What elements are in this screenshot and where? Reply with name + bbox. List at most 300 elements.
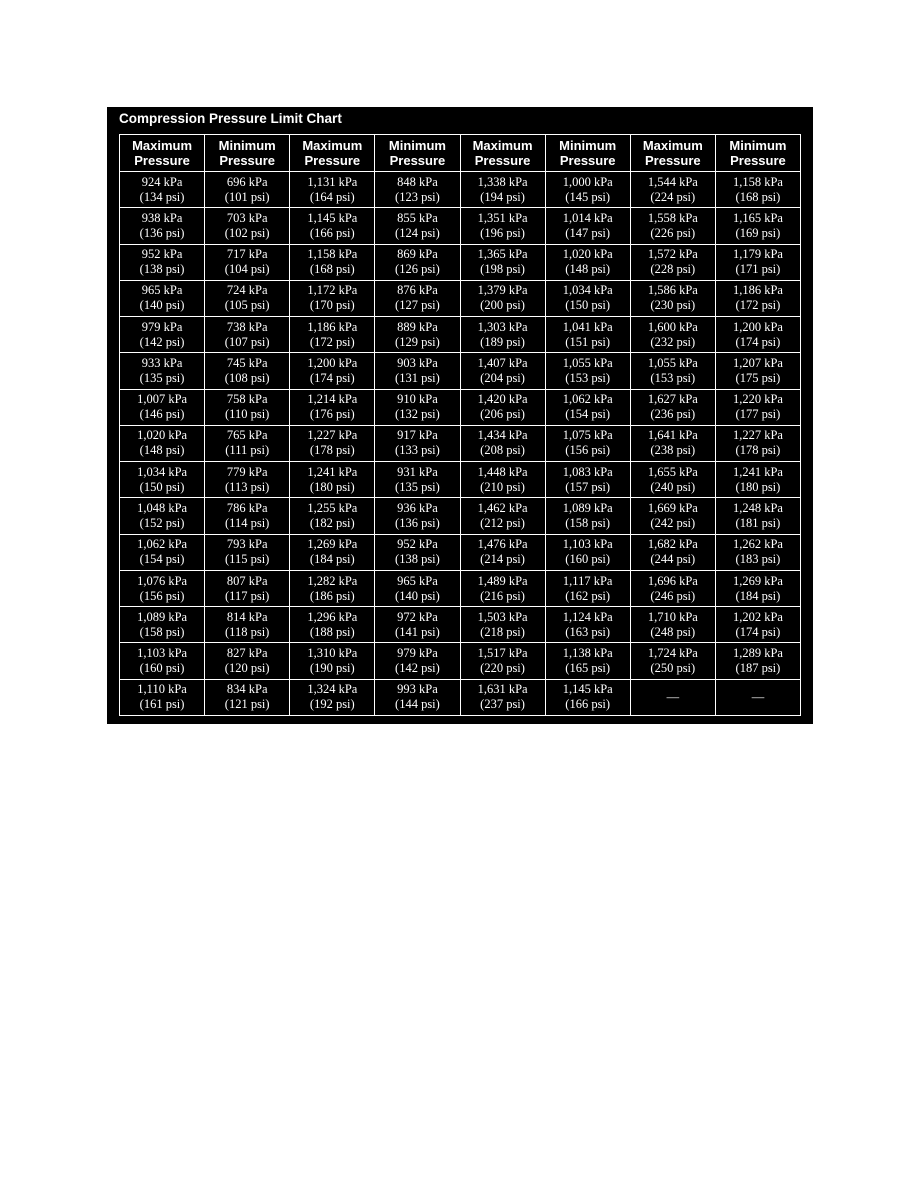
table-cell — [630, 425, 715, 461]
table-cell — [545, 498, 630, 534]
table-cell — [630, 353, 715, 389]
cell-psi-value: (210 psi) — [480, 479, 525, 494]
table-cell — [715, 244, 800, 280]
cell-psi-value: (176 psi) — [309, 407, 355, 422]
table-cell — [460, 570, 545, 606]
table-cell — [545, 244, 630, 280]
cell-psi-value: (198 psi) — [480, 262, 525, 277]
table-cell — [545, 570, 630, 606]
table-cell — [290, 570, 375, 606]
cell-psi-value: (147 psi) — [565, 225, 611, 240]
table-cell — [120, 280, 205, 316]
table-cell — [715, 570, 800, 606]
cell-psi-value: (115 psi) — [225, 552, 270, 567]
table-cell — [630, 462, 715, 498]
cell-psi-value: (200 psi) — [480, 298, 525, 313]
table-cell — [460, 244, 545, 280]
cell-psi-value: (111 psi) — [225, 443, 270, 458]
cell-psi-value: (168 psi) — [309, 262, 355, 277]
table-cell — [205, 643, 290, 679]
cell-psi-value: (157 psi) — [565, 479, 611, 494]
cell-kpa-value: 1,020 kPa — [562, 247, 613, 262]
cell-psi-value: (161 psi) — [139, 697, 185, 712]
cell-psi-value: (178 psi) — [735, 443, 781, 458]
table-cell — [290, 498, 375, 534]
cell-psi-value: (183 psi) — [735, 552, 781, 567]
cell-psi-value: (180 psi) — [309, 479, 355, 494]
cell-kpa-value: 1,710 kPa — [647, 609, 698, 624]
table-cell — [375, 607, 460, 643]
table-cell — [205, 172, 290, 208]
table-cell — [715, 172, 800, 208]
cell-psi-value: (101 psi) — [224, 189, 270, 204]
cell-kpa-value: 1,007 kPa — [137, 392, 188, 407]
cell-kpa-value: 933 kPa — [141, 355, 183, 370]
table-cell — [545, 679, 630, 715]
column-header — [375, 135, 460, 172]
cell-kpa-value: — — [666, 689, 680, 704]
cell-kpa-value: 1,172 kPa — [307, 283, 358, 298]
cell-psi-value: (208 psi) — [480, 443, 525, 458]
table-cell — [205, 679, 290, 715]
cell-psi-value: (169 psi) — [735, 225, 781, 240]
cell-kpa-value: 903 kPa — [397, 355, 438, 370]
cell-kpa-value: 1,296 kPa — [307, 609, 358, 624]
cell-kpa-value: 786 kPa — [226, 501, 268, 516]
cell-kpa-value: 1,089 kPa — [137, 609, 188, 624]
cell-kpa-value: 972 kPa — [397, 609, 438, 624]
cell-kpa-value: 1,255 kPa — [307, 501, 358, 516]
table-cell — [460, 643, 545, 679]
table-row — [120, 607, 801, 643]
table-cell — [460, 607, 545, 643]
cell-kpa-value: 1,586 kPa — [647, 283, 698, 298]
compression-pressure-chart — [107, 107, 813, 724]
table-cell — [630, 534, 715, 570]
cell-psi-value: (166 psi) — [309, 225, 355, 240]
table-body — [120, 172, 801, 716]
cell-psi-value: (192 psi) — [309, 697, 355, 712]
table-row — [120, 643, 801, 679]
cell-psi-value: (184 psi) — [735, 588, 781, 603]
cell-kpa-value: 952 kPa — [397, 537, 438, 552]
table-row — [120, 244, 801, 280]
table-cell — [545, 425, 630, 461]
cell-kpa-value: 1,407 kPa — [477, 355, 528, 370]
cell-psi-value: (124 psi) — [395, 225, 440, 240]
table-cell — [375, 389, 460, 425]
table-cell — [120, 425, 205, 461]
cell-kpa-value: 1,145 kPa — [307, 210, 358, 225]
table-cell — [630, 244, 715, 280]
cell-psi-value: (212 psi) — [480, 516, 525, 531]
cell-kpa-value: 1,103 kPa — [137, 646, 188, 661]
cell-kpa-value: 1,227 kPa — [307, 428, 358, 443]
column-header — [715, 135, 800, 172]
cell-kpa-value: 1,014 kPa — [562, 210, 613, 225]
table-cell — [460, 353, 545, 389]
cell-psi-value: (216 psi) — [480, 588, 525, 603]
cell-psi-value: (224 psi) — [650, 189, 696, 204]
cell-psi-value: (190 psi) — [309, 661, 355, 676]
table-cell — [630, 172, 715, 208]
cell-kpa-value: 1,434 kPa — [477, 428, 528, 443]
table-cell — [715, 498, 800, 534]
table-cell — [290, 679, 375, 715]
table-cell — [715, 643, 800, 679]
table-cell — [460, 498, 545, 534]
table-cell — [375, 570, 460, 606]
cell-psi-value: (230 psi) — [650, 298, 696, 313]
cell-kpa-value: 1,641 kPa — [647, 428, 698, 443]
cell-kpa-value: 1,062 kPa — [137, 537, 188, 552]
column-header — [205, 135, 290, 172]
cell-kpa-value: 1,000 kPa — [562, 174, 613, 189]
column-header-line: Pressure — [474, 153, 531, 168]
table-cell — [120, 244, 205, 280]
cell-kpa-value: 965 kPa — [141, 283, 183, 298]
cell-psi-value: (164 psi) — [309, 189, 355, 204]
cell-psi-value: (114 psi) — [225, 516, 270, 531]
cell-kpa-value: 1,489 kPa — [477, 573, 528, 588]
cell-kpa-value: 917 kPa — [397, 428, 438, 443]
cell-psi-value: (232 psi) — [650, 334, 696, 349]
cell-psi-value: (240 psi) — [650, 479, 696, 494]
table-cell — [205, 425, 290, 461]
cell-kpa-value: 1,041 kPa — [562, 319, 613, 334]
table-cell — [460, 172, 545, 208]
table-cell — [715, 462, 800, 498]
cell-psi-value: (148 psi) — [565, 262, 611, 277]
table-cell — [375, 353, 460, 389]
table-cell — [205, 570, 290, 606]
table-cell — [290, 353, 375, 389]
cell-psi-value: (181 psi) — [735, 516, 781, 531]
cell-kpa-value: 1,220 kPa — [732, 392, 783, 407]
column-header-line: Pressure — [219, 153, 276, 168]
cell-psi-value: (156 psi) — [565, 443, 611, 458]
cell-psi-value: (160 psi) — [565, 552, 611, 567]
table-cell — [715, 317, 800, 353]
table-cell — [375, 317, 460, 353]
column-header-line: Pressure — [559, 153, 616, 168]
table-cell — [715, 534, 800, 570]
table-cell — [715, 353, 800, 389]
table-cell — [290, 317, 375, 353]
table-cell — [290, 389, 375, 425]
table-cell — [375, 244, 460, 280]
cell-kpa-value: 931 kPa — [397, 464, 438, 479]
cell-psi-value: (126 psi) — [395, 262, 440, 277]
table-cell — [290, 244, 375, 280]
cell-kpa-value: 1,248 kPa — [732, 501, 783, 516]
cell-psi-value: (153 psi) — [650, 370, 696, 385]
cell-kpa-value: 1,269 kPa — [307, 537, 358, 552]
table-cell — [290, 425, 375, 461]
table-cell — [715, 208, 800, 244]
cell-kpa-value: 910 kPa — [397, 392, 438, 407]
cell-kpa-value: 745 kPa — [226, 355, 268, 370]
cell-psi-value: (174 psi) — [735, 624, 781, 639]
cell-psi-value: (189 psi) — [480, 334, 525, 349]
table-cell — [715, 607, 800, 643]
table-cell — [545, 643, 630, 679]
table-cell — [630, 280, 715, 316]
chart-title: Compression Pressure Limit Chart — [119, 111, 342, 126]
cell-psi-value: (175 psi) — [735, 370, 781, 385]
cell-psi-value: (135 psi) — [395, 479, 440, 494]
table-cell — [375, 643, 460, 679]
table-cell — [205, 280, 290, 316]
table-cell — [290, 534, 375, 570]
cell-psi-value: (121 psi) — [224, 697, 270, 712]
cell-kpa-value: 938 kPa — [141, 210, 183, 225]
cell-kpa-value: 1,696 kPa — [647, 573, 698, 588]
cell-psi-value: (138 psi) — [395, 552, 440, 567]
cell-psi-value: (246 psi) — [650, 588, 696, 603]
cell-psi-value: (204 psi) — [480, 370, 525, 385]
table-cell — [290, 172, 375, 208]
cell-kpa-value: 1,200 kPa — [307, 355, 358, 370]
column-header-line: Pressure — [644, 153, 701, 168]
cell-kpa-value: 1,110 kPa — [137, 682, 187, 697]
cell-psi-value: (108 psi) — [224, 370, 270, 385]
cell-kpa-value: 696 kPa — [226, 174, 268, 189]
cell-kpa-value: 1,517 kPa — [477, 646, 528, 661]
table-cell — [715, 280, 800, 316]
cell-kpa-value: 1,117 kPa — [562, 573, 613, 588]
cell-kpa-value: 869 kPa — [397, 247, 438, 262]
cell-psi-value: (144 psi) — [395, 697, 440, 712]
cell-psi-value: (136 psi) — [139, 225, 185, 240]
cell-psi-value: (166 psi) — [565, 697, 611, 712]
table-row — [120, 425, 801, 461]
cell-kpa-value: 1,034 kPa — [137, 464, 188, 479]
cell-psi-value: (140 psi) — [395, 588, 440, 603]
cell-psi-value: (160 psi) — [139, 661, 185, 676]
cell-psi-value: (250 psi) — [650, 661, 696, 676]
cell-kpa-value: 1,379 kPa — [477, 283, 528, 298]
table-cell — [545, 353, 630, 389]
cell-psi-value: (242 psi) — [650, 516, 696, 531]
cell-psi-value: (244 psi) — [650, 552, 696, 567]
cell-psi-value: (168 psi) — [735, 189, 781, 204]
table-cell — [120, 462, 205, 498]
table-cell — [205, 534, 290, 570]
cell-kpa-value: 1,462 kPa — [477, 501, 528, 516]
table-cell — [630, 389, 715, 425]
table-cell — [205, 389, 290, 425]
table-cell — [630, 498, 715, 534]
table-cell — [120, 208, 205, 244]
table-cell — [375, 462, 460, 498]
cell-kpa-value: 924 kPa — [141, 174, 183, 189]
cell-psi-value: (133 psi) — [395, 443, 440, 458]
table-cell — [715, 679, 800, 715]
cell-kpa-value: 1,448 kPa — [477, 464, 528, 479]
cell-psi-value: (148 psi) — [139, 443, 185, 458]
cell-psi-value: (151 psi) — [565, 334, 611, 349]
cell-kpa-value: 889 kPa — [397, 319, 438, 334]
cell-kpa-value: 936 kPa — [397, 501, 438, 516]
cell-psi-value: (163 psi) — [565, 624, 611, 639]
cell-psi-value: (129 psi) — [395, 334, 440, 349]
cell-kpa-value: 1,282 kPa — [307, 573, 358, 588]
table-row — [120, 208, 801, 244]
cell-psi-value: (123 psi) — [395, 189, 440, 204]
table-cell — [290, 462, 375, 498]
table-cell — [715, 425, 800, 461]
cell-kpa-value: 1,227 kPa — [732, 428, 783, 443]
cell-kpa-value: 1,572 kPa — [647, 247, 698, 262]
cell-kpa-value: 1,048 kPa — [137, 501, 188, 516]
table-cell — [545, 172, 630, 208]
table-cell — [545, 208, 630, 244]
pressure-limit-table — [119, 134, 801, 716]
cell-psi-value: (226 psi) — [650, 225, 696, 240]
cell-psi-value: (184 psi) — [309, 552, 355, 567]
cell-kpa-value: 738 kPa — [226, 319, 268, 334]
table-cell — [205, 208, 290, 244]
cell-kpa-value: 1,544 kPa — [647, 174, 698, 189]
table-cell — [460, 534, 545, 570]
column-header-line: Minimum — [218, 138, 276, 153]
table-cell — [120, 317, 205, 353]
cell-psi-value: (142 psi) — [395, 661, 440, 676]
column-header-line: Minimum — [388, 138, 446, 153]
cell-psi-value: (188 psi) — [309, 624, 355, 639]
cell-psi-value: (228 psi) — [650, 262, 696, 277]
cell-kpa-value: 1,682 kPa — [647, 537, 698, 552]
cell-kpa-value: 855 kPa — [397, 210, 438, 225]
cell-kpa-value: — — [751, 689, 765, 704]
cell-psi-value: (113 psi) — [225, 479, 270, 494]
table-row — [120, 317, 801, 353]
cell-psi-value: (150 psi) — [139, 479, 185, 494]
cell-kpa-value: 834 kPa — [226, 682, 268, 697]
table-cell — [630, 643, 715, 679]
table-cell — [545, 317, 630, 353]
column-header — [290, 135, 375, 172]
table-cell — [120, 643, 205, 679]
column-header-line: Maximum — [642, 138, 703, 153]
table-row — [120, 353, 801, 389]
cell-kpa-value: 1,055 kPa — [647, 355, 698, 370]
cell-kpa-value: 1,324 kPa — [307, 682, 358, 697]
cell-kpa-value: 1,089 kPa — [562, 501, 613, 516]
column-header-line: Minimum — [559, 138, 617, 153]
table-cell — [545, 462, 630, 498]
cell-psi-value: (102 psi) — [224, 225, 270, 240]
cell-kpa-value: 779 kPa — [226, 464, 268, 479]
table-row — [120, 570, 801, 606]
table-cell — [120, 607, 205, 643]
table-cell — [460, 280, 545, 316]
cell-kpa-value: 1,158 kPa — [732, 174, 783, 189]
header-row — [120, 135, 801, 172]
cell-kpa-value: 1,103 kPa — [562, 537, 613, 552]
table-cell — [460, 679, 545, 715]
table-cell — [460, 425, 545, 461]
column-header — [120, 135, 205, 172]
cell-psi-value: (214 psi) — [480, 552, 525, 567]
table-row — [120, 534, 801, 570]
cell-kpa-value: 1,186 kPa — [307, 319, 358, 334]
column-header — [630, 135, 715, 172]
table-cell — [120, 570, 205, 606]
cell-psi-value: (142 psi) — [139, 334, 185, 349]
cell-psi-value: (238 psi) — [650, 443, 696, 458]
column-header-line: Pressure — [730, 153, 786, 168]
cell-kpa-value: 1,627 kPa — [647, 392, 698, 407]
cell-kpa-value: 765 kPa — [226, 428, 268, 443]
table-cell — [375, 208, 460, 244]
cell-kpa-value: 1,241 kPa — [732, 464, 783, 479]
cell-kpa-value: 1,310 kPa — [307, 646, 358, 661]
cell-psi-value: (178 psi) — [309, 443, 355, 458]
cell-psi-value: (218 psi) — [480, 624, 525, 639]
cell-kpa-value: 1,724 kPa — [647, 646, 698, 661]
cell-kpa-value: 1,083 kPa — [562, 464, 613, 479]
cell-kpa-value: 1,202 kPa — [732, 609, 783, 624]
column-header-line: Pressure — [134, 153, 190, 168]
table-cell — [375, 172, 460, 208]
column-header — [545, 135, 630, 172]
cell-psi-value: (174 psi) — [309, 370, 355, 385]
column-header-line: Maximum — [472, 138, 533, 153]
table-cell — [375, 679, 460, 715]
table-cell — [460, 208, 545, 244]
cell-kpa-value: 1,503 kPa — [477, 609, 528, 624]
cell-psi-value: (187 psi) — [735, 661, 781, 676]
table-cell — [460, 317, 545, 353]
cell-kpa-value: 1,145 kPa — [562, 682, 613, 697]
cell-kpa-value: 1,214 kPa — [307, 392, 358, 407]
cell-psi-value: (146 psi) — [139, 407, 185, 422]
table-row — [120, 389, 801, 425]
cell-kpa-value: 1,289 kPa — [732, 646, 783, 661]
cell-psi-value: (154 psi) — [565, 407, 611, 422]
column-header-line: Maximum — [302, 138, 363, 153]
cell-kpa-value: 876 kPa — [397, 283, 438, 298]
cell-kpa-value: 724 kPa — [226, 283, 268, 298]
cell-kpa-value: 979 kPa — [397, 646, 438, 661]
cell-psi-value: (127 psi) — [395, 298, 440, 313]
cell-psi-value: (136 psi) — [395, 516, 440, 531]
column-header-line: Maximum — [132, 138, 193, 153]
cell-psi-value: (152 psi) — [139, 516, 185, 531]
table-cell — [290, 280, 375, 316]
cell-psi-value: (186 psi) — [309, 588, 355, 603]
table-row — [120, 679, 801, 715]
cell-kpa-value: 1,655 kPa — [647, 464, 698, 479]
cell-kpa-value: 758 kPa — [226, 392, 268, 407]
cell-psi-value: (107 psi) — [224, 334, 270, 349]
cell-psi-value: (182 psi) — [309, 516, 355, 531]
table-cell — [545, 280, 630, 316]
cell-psi-value: (132 psi) — [395, 407, 440, 422]
cell-kpa-value: 1,631 kPa — [477, 682, 528, 697]
table-cell — [545, 607, 630, 643]
cell-kpa-value: 1,207 kPa — [732, 355, 783, 370]
cell-psi-value: (105 psi) — [224, 298, 270, 313]
cell-kpa-value: 1,262 kPa — [732, 537, 783, 552]
table-cell — [545, 534, 630, 570]
cell-kpa-value: 814 kPa — [226, 609, 268, 624]
cell-psi-value: (153 psi) — [565, 370, 611, 385]
cell-psi-value: (104 psi) — [224, 262, 270, 277]
column-header-line: Pressure — [304, 153, 361, 168]
